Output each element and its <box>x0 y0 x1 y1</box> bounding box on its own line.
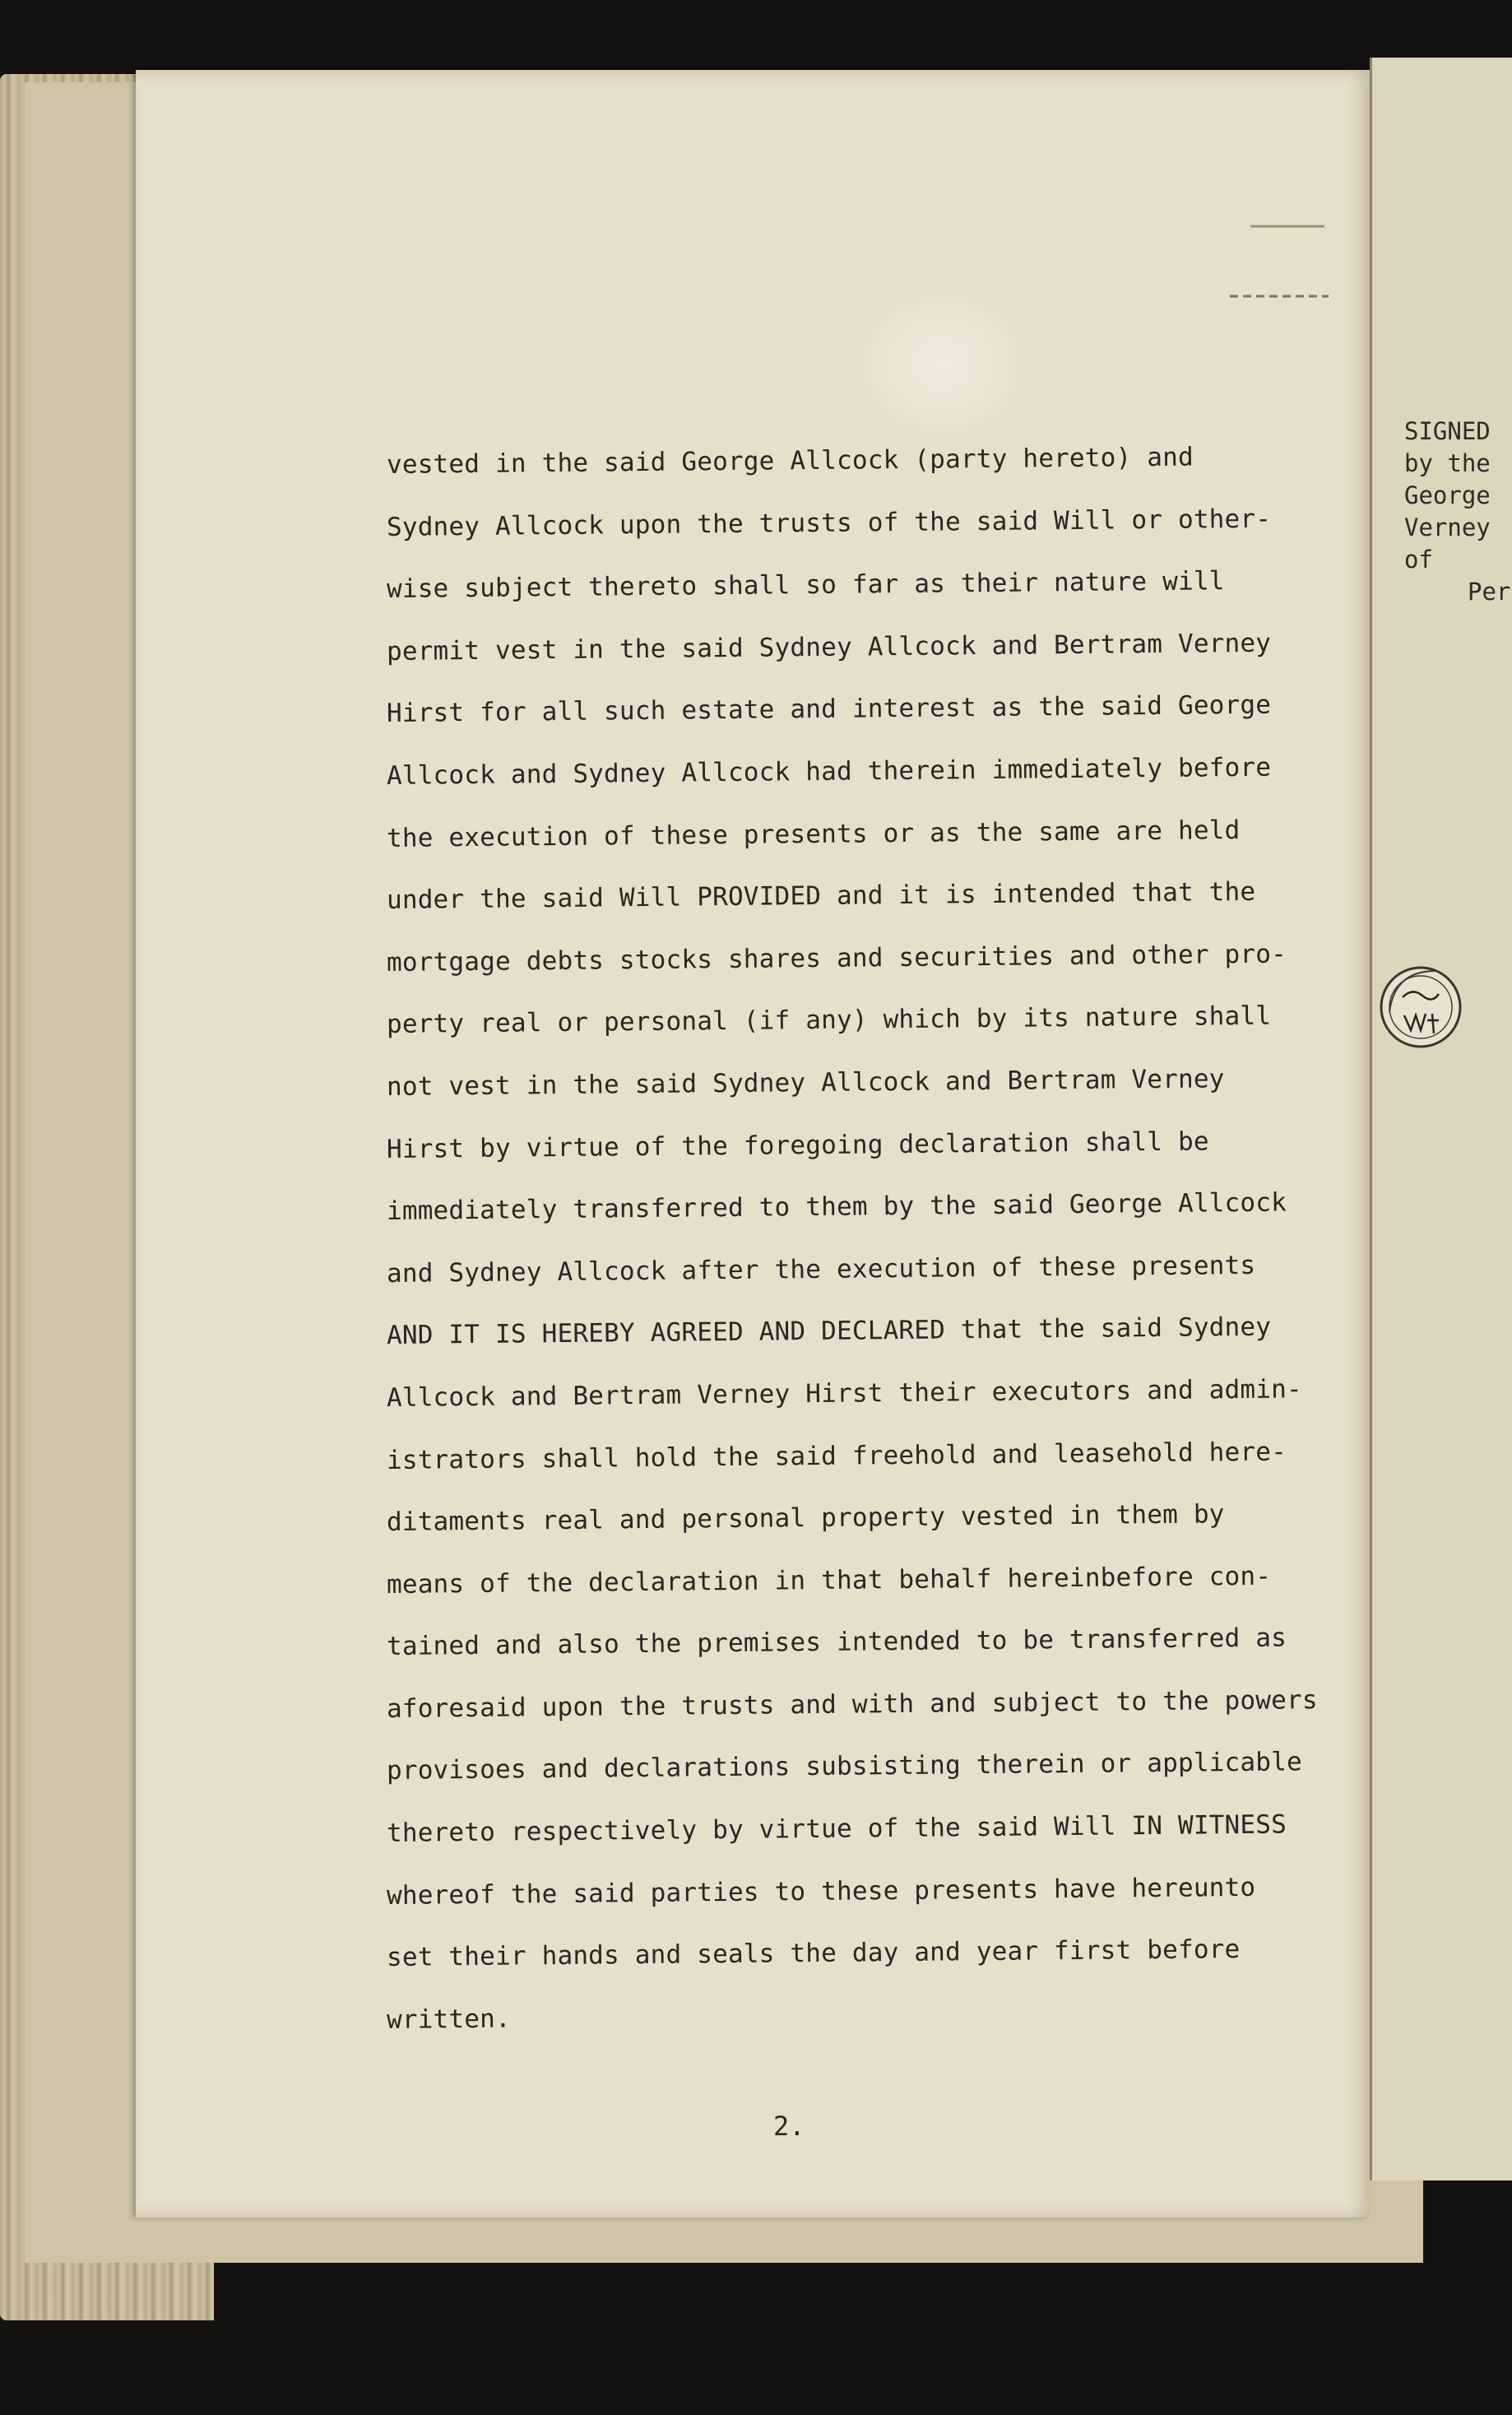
text-line: whereof the said parties to these presents have hereunto <box>386 1872 1256 1911</box>
text-line: not vest in the said Sydney Allcock and Bertram Verney <box>386 1064 1225 1102</box>
text-line: ditaments real and personal property vested in them by <box>386 1499 1225 1538</box>
text-line: Hirst for all such estate and interest as the said George <box>386 690 1272 729</box>
margin-line: SIGNED <box>1404 417 1491 445</box>
margin-line: George <box>1404 481 1491 509</box>
text-line: provisoes and declarations subsisting therein or applicable <box>386 1747 1303 1786</box>
margin-line: of <box>1404 546 1433 574</box>
margin-line: Verney <box>1404 513 1491 541</box>
text-line: immediately transferred to them by the said George Allcock <box>386 1187 1287 1227</box>
margin-line: by the <box>1404 449 1491 477</box>
deed-body-text <box>387 434 1357 2051</box>
text-line: means of the declaration in that behalf hereinbefore con- <box>386 1561 1272 1600</box>
text-line: thereto respectively by virtue of the said Will IN WITNESS <box>386 1809 1287 1849</box>
text-line: Allcock and Bertram Verney Hirst their executors and admin- <box>386 1374 1303 1413</box>
text-line: wise subject thereto shall so far as their nature will <box>386 566 1225 605</box>
text-line: istrators shall hold the said freehold and leasehold here- <box>386 1436 1287 1475</box>
text-line: and Sydney Allcock after the execution of these presents <box>386 1250 1256 1289</box>
signing-clause-margin <box>1404 416 1510 608</box>
text-line: under the said Will PROVIDED and it is intended that the <box>386 877 1256 916</box>
page-number: 2. <box>773 2111 805 2142</box>
text-line: tained and also the premises intended to be transferred as <box>386 1623 1287 1662</box>
text-line: AND IT IS HEREBY AGREED AND DECLARED that the said Sydney <box>386 1312 1272 1351</box>
text-line: aforesaid upon the trusts and with and subject to the powers <box>386 1685 1318 1724</box>
text-line: the execution of these presents or as the same are held <box>386 815 1241 853</box>
facing-page <box>1370 58 1512 2180</box>
land-registry-stamp <box>1370 954 1468 1061</box>
text-line: mortgage debts stocks shares and securities and other pro- <box>386 939 1287 978</box>
text-line: set their hands and seals the day and year first before <box>386 1934 1241 1973</box>
corner-marks <box>1226 210 1341 325</box>
embossed-seal <box>860 292 1024 436</box>
text-line: vested in the said George Allcock (party hereto) and <box>386 442 1194 480</box>
text-line: permit vest in the said Sydney Allcock and Bertram Verney <box>386 628 1272 666</box>
text-line: Sydney Allcock upon the trusts of the said Will or other- <box>386 504 1272 542</box>
margin-line-partial: Per <box>1468 578 1511 606</box>
text-line: perty real or personal (if any) which by its nature shall <box>386 1001 1272 1040</box>
text-line: Allcock and Sydney Allcock had therein immediately before <box>386 752 1272 791</box>
text-line: Hirst by virtue of the foregoing declaration shall be <box>386 1126 1209 1164</box>
text-line: written. <box>386 2004 512 2035</box>
